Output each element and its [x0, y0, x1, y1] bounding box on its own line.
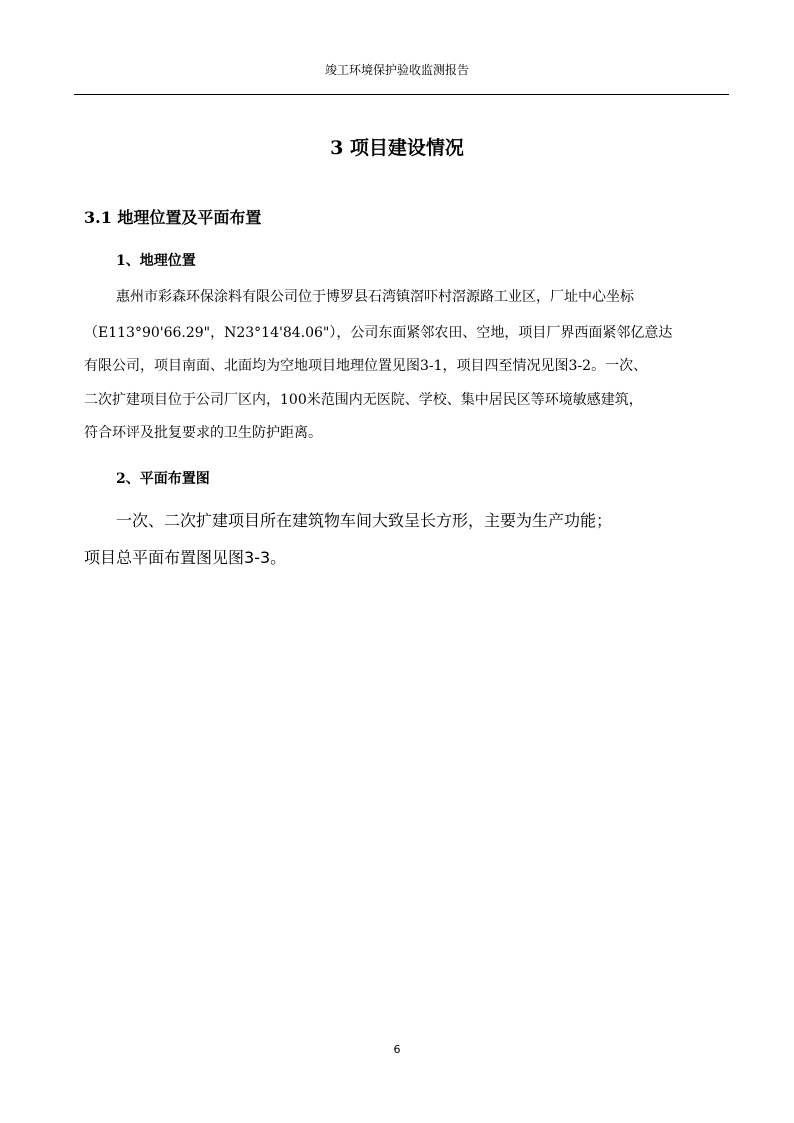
- section-heading: 3.1 地理位置及平面布置: [84, 208, 262, 227]
- chapter-title: 3 项目建设情况: [330, 137, 464, 159]
- paragraph-line: （E113°90'66.29"，N23°14'84.06"），公司东面紧邻农田、空地，项目厂界西面紧邻亿意达: [84, 325, 673, 341]
- page-number: 6: [393, 1043, 401, 1056]
- paragraph-line: 项目总平面布置图见图3-3。: [84, 548, 287, 567]
- header-divider: [74, 94, 729, 95]
- subsection-heading-location: 1、地理位置: [116, 253, 196, 269]
- paragraph-line: 有限公司，项目南面、北面均为空地项目地理位置见图3-1，项目四至情况见图3-2。一次、: [84, 358, 648, 374]
- subsection-heading-layout: 2、平面布置图: [116, 471, 210, 487]
- paragraph-line: 惠州市彩森环保涂料有限公司位于博罗县石湾镇滘吓村滘源路工业区，厂址中心坐标: [116, 289, 634, 305]
- paragraph-line: 一次、二次扩建项目所在建筑物车间大致呈长方形，主要为生产功能；: [116, 511, 613, 530]
- paragraph-line: 符合环评及批复要求的卫生防护距离。: [84, 425, 322, 441]
- paragraph-line: 二次扩建项目位于公司厂区内，100米范围内无医院、学校、集中居民区等环境敏感建筑，: [84, 392, 643, 408]
- running-header: 竣工环境保护验收监测报告: [324, 63, 469, 77]
